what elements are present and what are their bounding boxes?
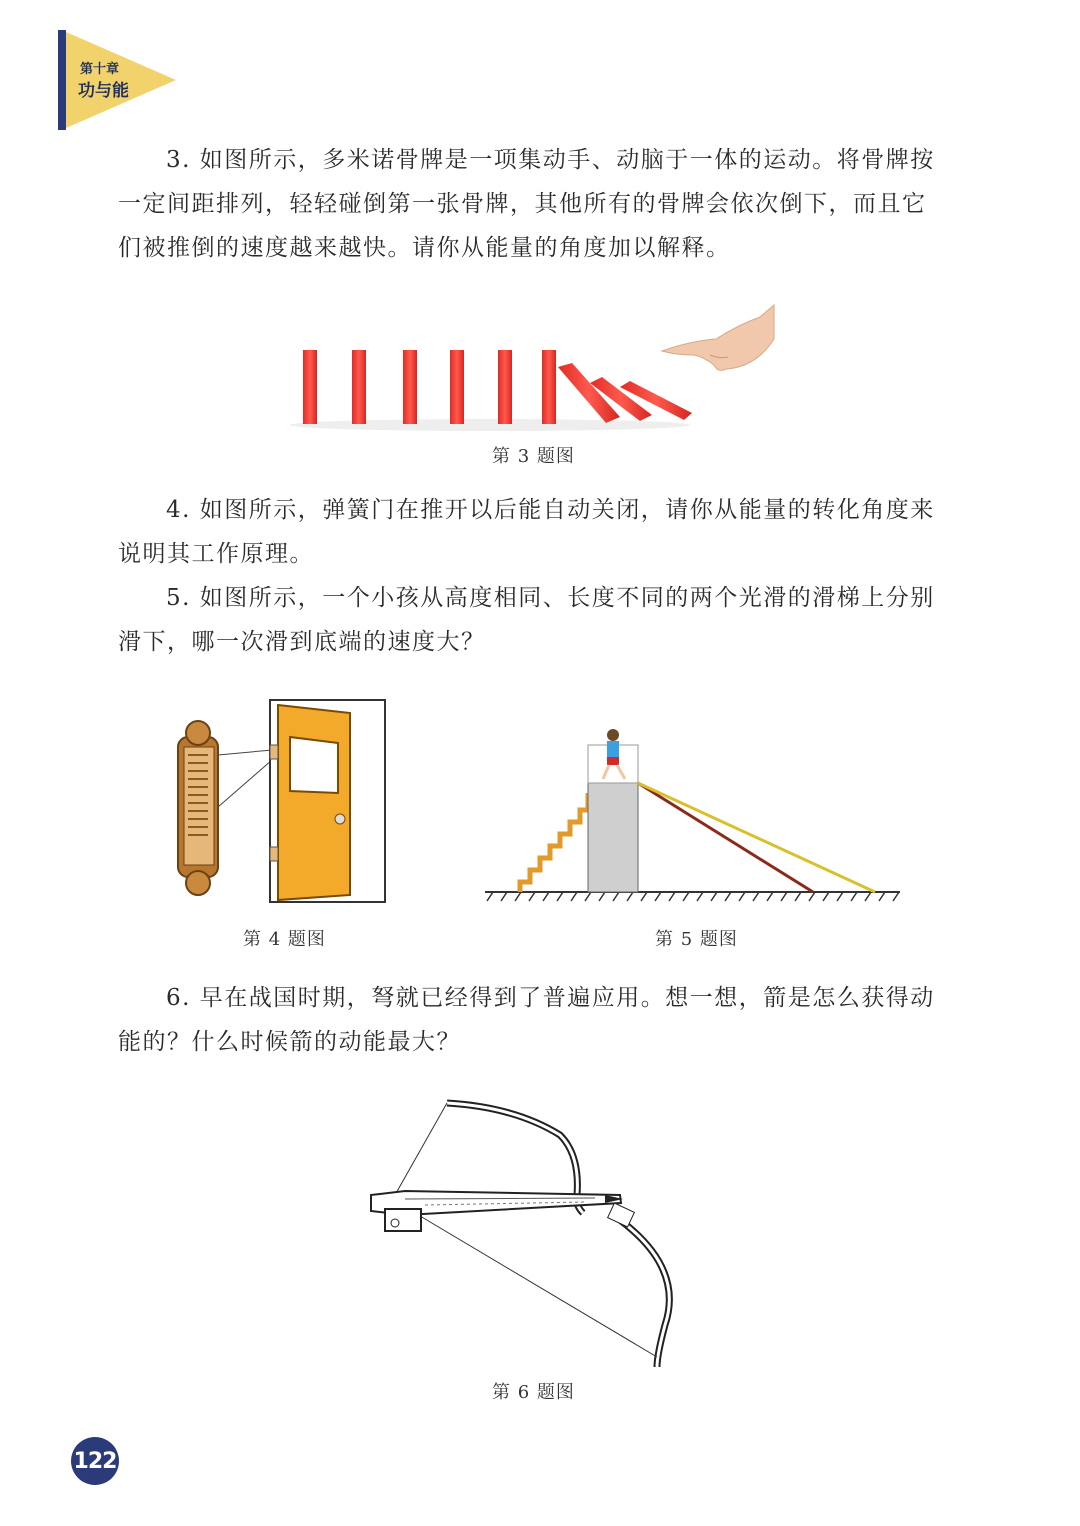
figure-5-caption: 第 5 题图: [655, 929, 738, 950]
chapter-number: 第十章: [80, 62, 120, 77]
spring-door-figure: [170, 695, 390, 907]
question-3: 3. 如图所示，多米诺骨牌是一项集动手、动脑于一体的运动。将骨牌按一定间距排列，轻轻碰倒第一张骨牌，其他所有的骨牌会依次倒下，而且它们被推倒的速度越来越快。请你从能量的角度加以解释。: [118, 147, 935, 261]
chapter-title: 功与能: [78, 81, 129, 101]
figure-4-caption: 第 4 题图: [243, 929, 326, 950]
domino-icon: [290, 295, 790, 435]
figure-3-caption: 第 3 题图: [492, 446, 575, 467]
crossbow-figure: [365, 1095, 685, 1370]
spring-door-icon: [170, 695, 390, 907]
page-number: 122: [71, 1437, 119, 1485]
domino-figure: [290, 295, 790, 435]
crossbow-icon: [365, 1095, 685, 1370]
slide-icon: [485, 725, 905, 905]
figure-6-caption: 第 6 题图: [492, 1382, 575, 1403]
slide-figure: [485, 725, 905, 905]
question-5: 5. 如图所示，一个小孩从高度相同、长度不同的两个光滑的滑梯上分别滑下，哪一次滑到底端的速度大？: [118, 585, 935, 655]
question-4: 4. 如图所示，弹簧门在推开以后能自动关闭，请你从能量的转化角度来说明其工作原理。: [118, 497, 935, 567]
chapter-tab: [58, 30, 188, 130]
question-6: 6. 早在战国时期，弩就已经得到了普遍应用。想一想，箭是怎么获得动能的？什么时候箭的动能最大？: [118, 985, 935, 1055]
